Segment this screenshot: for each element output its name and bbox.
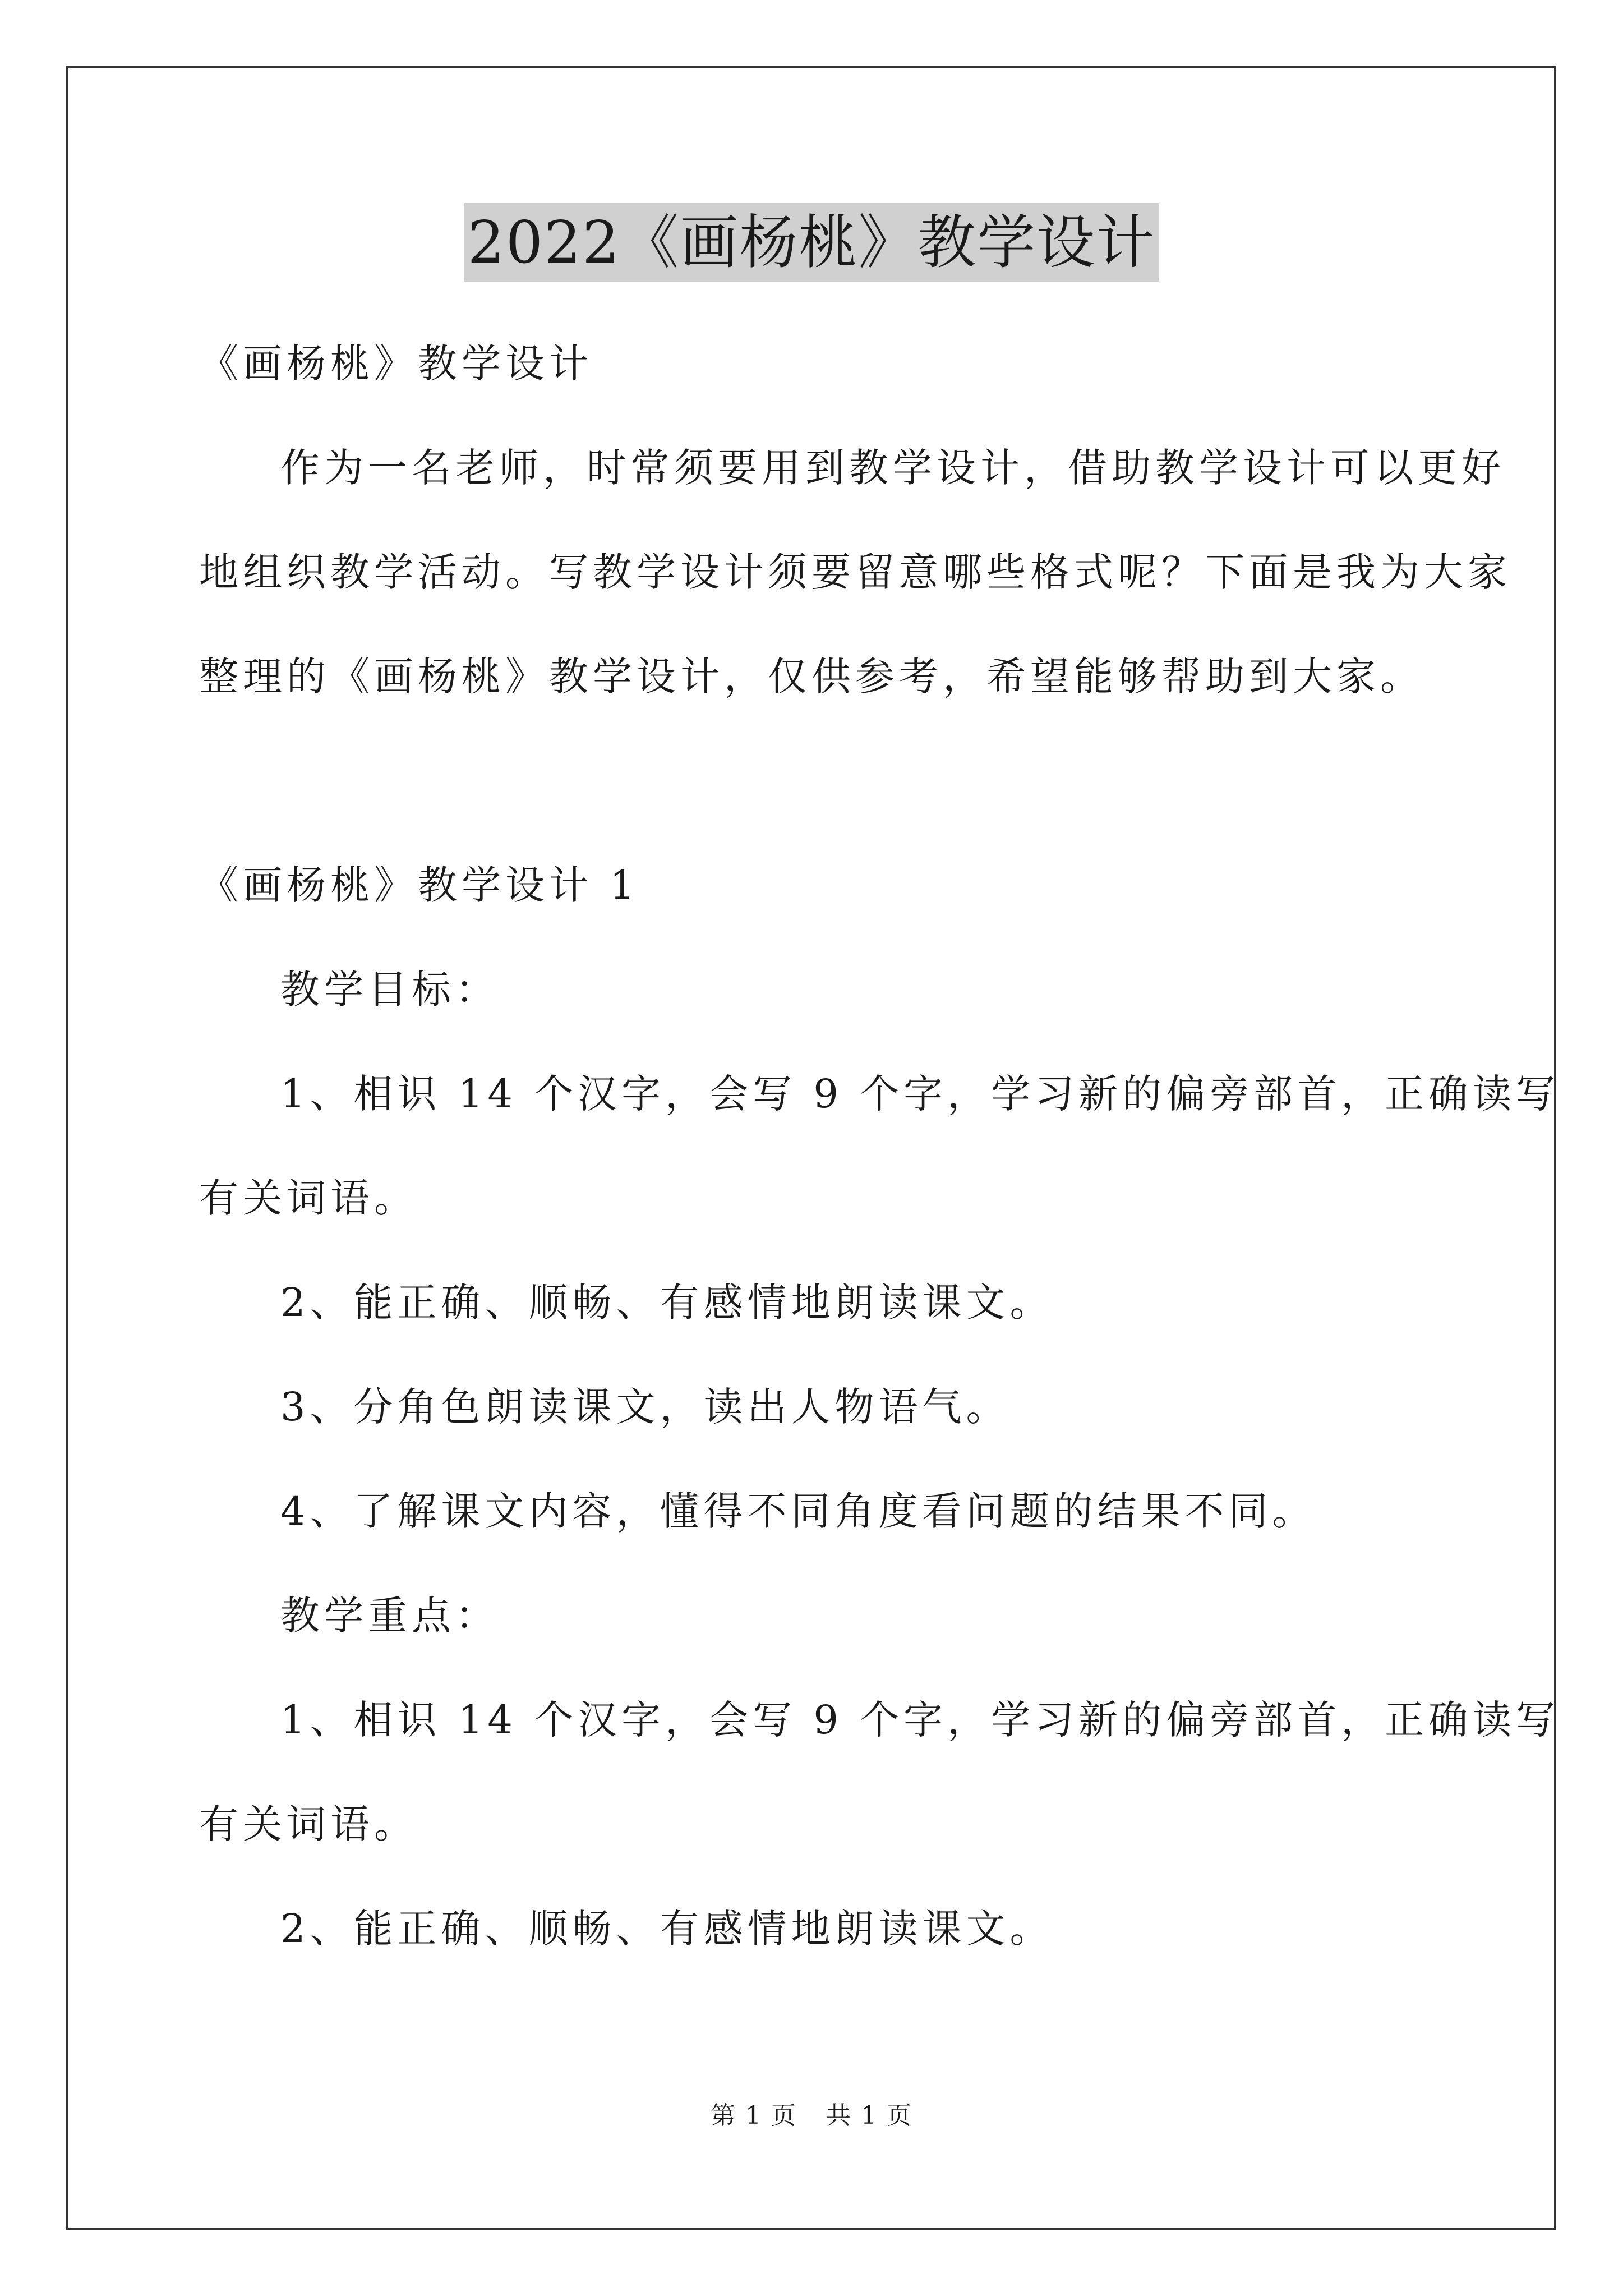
objectives-label: 教学目标： (280, 967, 499, 1013)
title-wrap (0, 203, 1623, 282)
key-point-2: 2、能正确、顺畅、有感情地朗读课文。 (280, 1906, 1054, 1952)
section-gap (199, 729, 1427, 833)
intro-line-3: 整理的《画杨桃》教学设计，仅供参考，希望能够帮助到大家。 (199, 654, 1424, 700)
objective-1-line-2: 有关词语。 (199, 1175, 418, 1221)
intro-line-2: 地组织教学活动。写教学设计须要留意哪些格式呢？下面是我为大家 (199, 549, 1511, 595)
objective-1-line-1: 1、相识 14 个汉字，会写 9 个字，学习新的偏旁部首，正确读写 (280, 1071, 1560, 1117)
page-number-total: 共 1 页 (826, 2101, 912, 2130)
intro-heading: 《画杨桃》教学设计 (199, 341, 593, 386)
objective-3: 3、分角色朗读课文，读出人物语气。 (280, 1384, 1010, 1430)
intro-line-1: 作为一名老师，时常须要用到教学设计，借助教学设计可以更好 (280, 445, 1505, 491)
page-number-current: 第 1 页 (711, 2101, 797, 2130)
document-title: 2022《画杨桃》教学设计 (464, 203, 1159, 282)
objective-4: 4、了解课文内容，懂得不同角度看问题的结果不同。 (280, 1488, 1316, 1534)
key-point-1-line-1: 1、相识 14 个汉字，会写 9 个字，学习新的偏旁部首，正确读写 (280, 1697, 1560, 1743)
key-points-label: 教学重点： (280, 1593, 499, 1639)
key-point-1-line-2: 有关词语。 (199, 1801, 418, 1847)
section-heading: 《画杨桃》教学设计 1 (199, 862, 639, 908)
page-footer (0, 2095, 1623, 2131)
objective-2: 2、能正确、顺畅、有感情地朗读课文。 (280, 1280, 1054, 1326)
document-body (199, 311, 1560, 1981)
